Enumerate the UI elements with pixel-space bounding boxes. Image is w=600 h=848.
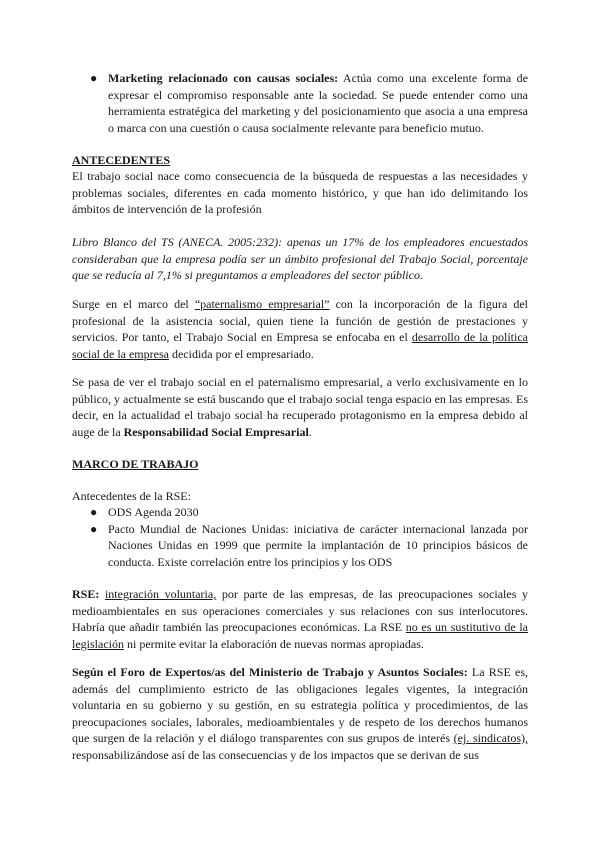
paragraph-paternalismo bbox=[72, 296, 528, 362]
text-run: ni permite evitar la elaboración de nuevas normas apropiadas. bbox=[123, 636, 424, 651]
bullet-marker: ● bbox=[90, 521, 98, 536]
bullet-marketing-text: Actúa como una excelente forma de expresar el compromiso responsable ante la sociedad. Se puede entender como una herramienta estratégica del marketing y del posicionamiento que asocia a una empresa o marca con una cuestión o causa socialmente relevante para beneficio mutuo. bbox=[108, 71, 528, 135]
underlined-paternalismo: “paternalismo empresarial” bbox=[194, 297, 330, 311]
text-run: por parte de las empresas, de las preocupaciones sociales y medioambientales en sus operaciones comerciales y sus relaciones con sus interlocutores. Habría que añadir también las preocupaciones económicas. La RSE bbox=[72, 587, 528, 634]
bold-rse-label: RSE: bbox=[72, 587, 100, 601]
underlined-legislacion: no es un sustitutivo de la legislación bbox=[72, 620, 528, 651]
text-run: . bbox=[308, 424, 312, 439]
bold-foro-expertos: Según el Foro de Expertos/as del Ministerio de Trabajo y Asuntos Sociales: bbox=[72, 665, 468, 679]
list-antecedentes-rse bbox=[90, 504, 528, 570]
list-item-text: ODS Agenda 2030 bbox=[108, 505, 199, 519]
text-run: con la incorporación de la figura del profesional de la asistencia social, quien tiene la función de gestión de prestaciones y servicios. Por tanto, el Trabajo Social en Empresa se enfocaba en el bbox=[72, 297, 528, 344]
list-item bbox=[90, 521, 528, 571]
text-run: decidida por el empresariado. bbox=[168, 346, 314, 361]
text-run: Se pasa de ver el trabajo social en el paternalismo empresarial, a verlo exclusivamente en lo público, y actualmente se está buscando que el trabajo social tenga espacio en las empresas. Es decir, en la actualidad el trabajo social ha recuperado protagonismo en la empresa debido al auge de la bbox=[72, 375, 528, 439]
underlined-politica-social: desarrollo de la política social de la empresa bbox=[72, 330, 528, 361]
heading-antecedentes: ANTECEDENTES bbox=[72, 153, 171, 167]
paragraph-rse-definicion bbox=[72, 586, 528, 652]
text-run: La RSE es, además del cumplimiento estricto de las obligaciones legales vigentes, la integración voluntaria en su gobierno y su gestión, en su estrategia política y procedimientos, de las preocupaciones sociales, laborales, medioambientales y de respeto de los derechos humanos que surgen de la relación y el diálogo transparentes con sus grupos de interés bbox=[72, 665, 528, 745]
heading-marco-trabajo: MARCO DE TRABAJO bbox=[72, 457, 199, 471]
underlined-integracion: integración voluntaria, bbox=[104, 587, 217, 601]
quote-libro-blanco: Libro Blanco del TS (ANECA. 2005:232): apenas un 17% de los empleadores encuestados consideraban que la empresa podía ser un ámbito profesional del Trabajo Social, porcentaje que se reducía al 7,1% si preguntamos a empleadores del sector público. bbox=[72, 235, 528, 282]
paragraph-rse-auge bbox=[72, 374, 528, 440]
bullet-marketing-title: Marketing relacionado con causas sociales: bbox=[108, 71, 339, 85]
list-item bbox=[90, 504, 528, 521]
text-run: responsabilizándose así de las consecuencias y de los impactos que se derivan de sus bbox=[72, 747, 479, 762]
paragraph-foro-expertos bbox=[72, 664, 528, 763]
paragraph-antecedentes-intro: El trabajo social nace como consecuencia de la búsqueda de respuestas a las necesidades y problemas sociales, diferentes en cada momento histórico, y que han ido delimitando los ámbitos de intervención de la profesión bbox=[72, 169, 528, 216]
bullet-marketing-causas bbox=[90, 70, 528, 136]
bullet-marker: ● bbox=[90, 71, 98, 85]
list-item-text: Pacto Mundial de Naciones Unidas: iniciativa de carácter internacional lanzada por Naciones Unidas en 1999 que permite la implantación de 10 principios básicos de conducta. Existe correlación entre los principios y los ODS bbox=[108, 521, 528, 569]
text-run: Surge en el marco del bbox=[72, 297, 195, 311]
underlined-sindicatos: (ej. sindicatos), bbox=[453, 731, 528, 745]
bold-rse: Responsabilidad Social Empresarial bbox=[123, 424, 309, 439]
marco-intro: Antecedentes de la RSE: bbox=[72, 489, 191, 503]
bullet-marker: ● bbox=[90, 505, 98, 519]
